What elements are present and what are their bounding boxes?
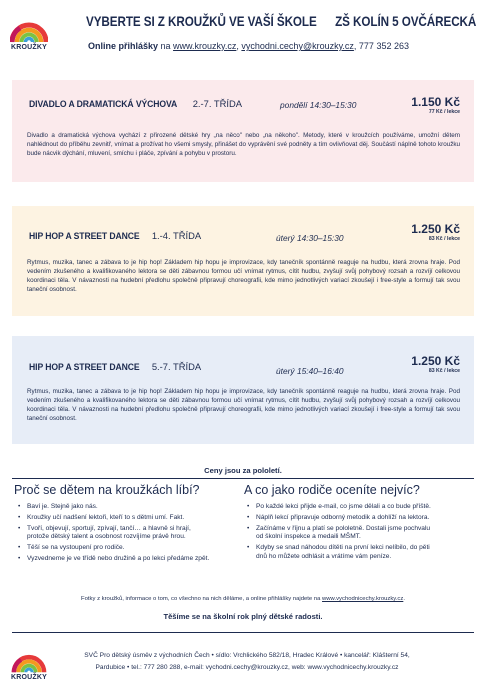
footer-krouzky-logo [10, 642, 48, 686]
left-column-title: Proč se dětem na kroužkách líbí? [14, 483, 200, 497]
course-time: pondělí 14:30–15:30 [280, 100, 357, 110]
footer-address [62, 650, 432, 674]
list-item: • Začínáme v říjnu a platí se pololetně. Dostali jsme pochvalu od školní inspekce a medaili MŠMT. [245, 525, 435, 543]
photos-url-link[interactable]: www.vychodnicechy.krouzky.cz [322, 596, 404, 602]
photos-note [0, 596, 486, 602]
list-item: • Vyzvedneme je ve třídě nebo družině a po lekci předáme zpět. [16, 555, 212, 564]
course-title [29, 98, 242, 109]
right-benefits-list [245, 503, 435, 564]
course-price-per-lesson: 77 Kč / lekce [428, 109, 460, 115]
photos-note-text: Fotky z kroužků, informace o tom, co všechno na nich děláme, a online přihlášky najdete na [81, 596, 323, 602]
online-sep: , [236, 41, 242, 51]
list-item: • Baví je. Stejně jako nás. [16, 503, 212, 512]
divider [12, 478, 474, 479]
course-block-hiphop-1-4 [12, 206, 474, 316]
price-note: Ceny jsou za pololetí. [204, 466, 282, 475]
course-time: úterý 14:30–15:30 [276, 233, 344, 243]
logo-text: KROUŽKY [10, 44, 47, 51]
krouzky-logo [10, 8, 48, 56]
page-title [86, 14, 476, 29]
course-description: Divadlo a dramatická výchova vychází z přirozené dětské hry „na něco" nebo „na někoho". Metody, které v kroužcích používáme, umožní dětem nahlédnout do příběhu zevnitř, vnímat a prožívat ho všemi smysly, přinášet do vyprávění své podněty a tím ovlivňovat děj. Součástí náplně tohoto kroužku bude nácvik dýchání, mluvení, smíchu i pláče, zpívání a pohybu v prostoru. [27, 132, 460, 157]
course-time: úterý 15:40–16:40 [276, 366, 344, 376]
course-grade: 1.-4. TŘÍDA [149, 230, 202, 241]
course-price-per-lesson: 83 Kč / lekce [428, 368, 460, 374]
footer-divider [12, 632, 474, 633]
course-grade: 2.-7. TŘÍDA [190, 98, 243, 109]
course-block-hiphop-5-7 [12, 336, 474, 444]
online-na: na [158, 41, 174, 51]
closing-line: Těšíme se na školní rok plný dětské radosti. [163, 612, 323, 621]
title-part-1: VYBERTE SI Z KROUŽKŮ VE VAŠÍ ŠKOLE [86, 14, 317, 29]
course-name: HIP HOP A STREET DANCE [29, 361, 140, 372]
online-url-link[interactable]: www.krouzky.cz [173, 41, 237, 51]
course-description: Rytmus, muzika, tanec a zábava to je hip hop! Základem hip hopu je improvizace, kdy tanečník spontánně reaguje na hudbu, která zrovna hraje. Pod vedením zkušeného a kvalifikovaného lektora se děti zábavnou formou učí vnímat rytmus, cítit hudbu, zvyšují svůj pohybový rozsah a rozvíjí celkovou koordinaci těla. V návaznosti na hudební předlohu společně připravují choreografii, kde mimo jednotlivých variací zkoušejí i free-style a formují tak svou taneční osobnost. [27, 259, 460, 293]
title-part-2: ZŠ KOLÍN 5 OVČÁRECKÁ [335, 14, 477, 29]
list-item: • Kdyby se snad náhodou dítěti na první lekci nelíbilo, do pěti dnů ho můžete odhlásit a vrátíme vám peníze. [245, 544, 435, 562]
course-price: 1.150 Kč [411, 95, 460, 109]
list-item: • Kroužky učí nadšení lektoři, kteří to s dětmi umí. Fakt. [16, 514, 212, 523]
rainbow-icon [10, 8, 48, 44]
course-block-drama [12, 80, 474, 182]
right-column-title: A co jako rodiče oceníte nejvíc? [244, 483, 420, 497]
address-line-2: Pardubice • tel.: 777 280 288, e-mail: vychodni.cechy@krouzky.cz, web: www.vychodnicechy.krouzky.cz [95, 664, 399, 671]
footer-logo-text: KROUŽKY [10, 674, 47, 681]
course-grade: 5.-7. TŘÍDA [149, 361, 202, 372]
online-email-link[interactable]: vychodni.cechy@krouzky.cz [241, 41, 354, 51]
online-signup [88, 41, 409, 51]
course-title [29, 361, 201, 372]
photos-note-end: . [403, 596, 405, 602]
course-price: 1.250 Kč [411, 222, 460, 236]
address-line-1: SVČ Pro dětský úsměv z východních Čech • sídlo: Vrchlického 582/18, Hradec Králové • kancelář: Klášterní 54, [84, 652, 410, 659]
online-label: Online přihlášky [88, 41, 159, 51]
list-item: • Těší se na vystoupení pro rodiče. [16, 544, 212, 553]
course-name: HIP HOP A STREET DANCE [29, 230, 140, 241]
list-item: • Tvoří, objevují, sportují, zpívají, tančí… a hlavně si hrají, protože dětský talent a osobnost rozvíjíme právě hrou. [16, 525, 212, 543]
list-item: • Po každé lekci přijde e-mail, co jsme dělali a co bude příště. [245, 503, 435, 512]
left-benefits-list [16, 503, 212, 566]
course-title [29, 230, 201, 241]
course-name: DIVADLO A DRAMATICKÁ VÝCHOVA [29, 98, 178, 109]
course-price-per-lesson: 83 Kč / lekce [428, 236, 460, 242]
course-description: Rytmus, muzika, tanec a zábava to je hip hop! Základem hip hopu je improvizace, kdy tanečník spontánně reaguje na hudbu, která zrovna hraje. Pod vedením zkušeného a kvalifikovaného lektora se děti zábavnou formou učí vnímat rytmus, cítit hudbu, zvyšují svůj pohybový rozsah a rozvíjí celkovou koordinaci těla. V návaznosti na hudební předlohu společně připravují choreografii, kde mimo jednotlivých variací zkoušejí i free-style a formují tak svou taneční osobnost. [27, 388, 460, 422]
list-item: • Náplň lekcí připravuje odborný metodik a dohlíží na lektora. [245, 514, 435, 523]
course-price: 1.250 Kč [411, 354, 460, 368]
page-header [0, 0, 486, 62]
rainbow-icon [10, 642, 48, 674]
online-phone: , 777 352 263 [353, 41, 409, 51]
